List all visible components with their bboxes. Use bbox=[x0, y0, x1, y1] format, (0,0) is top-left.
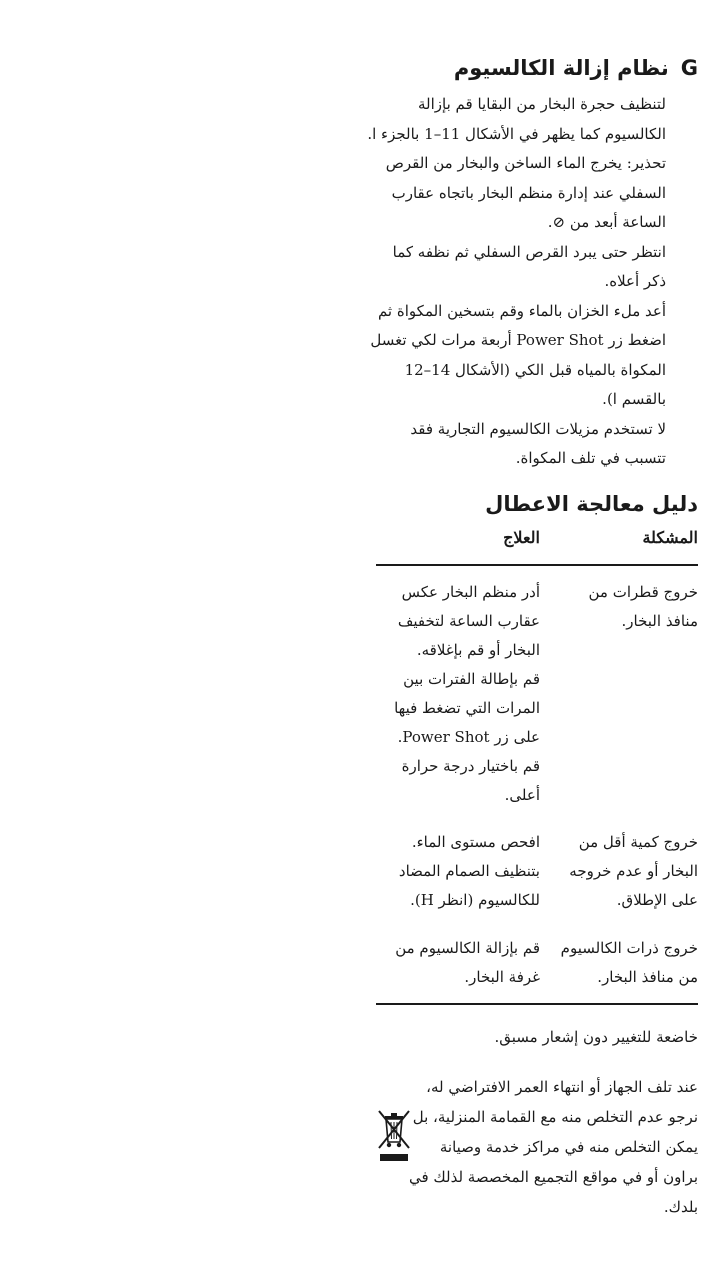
table-top-rule bbox=[376, 564, 698, 566]
problem-cell: خروج ذرات الكالسيوم من منافذ البخار. bbox=[560, 939, 698, 986]
table-bottom-rule bbox=[376, 1003, 698, 1005]
section-g-body bbox=[366, 90, 666, 474]
descaling-instruction: لتنظيف حجرة البخار من البقايا قم بإزالة الكالسيوم كما يظهر في الأشكال 11–1 بالجزء ا. bbox=[367, 95, 666, 143]
problem-cell: خروج قطرات من منافذ البخار. bbox=[588, 583, 698, 630]
remedy-item: قم باختيار درجة حرارة أعلى. bbox=[401, 757, 540, 804]
troubleshooting-title: دليل معالجة الاعطال bbox=[485, 492, 698, 516]
crossed-out-wheelie-bin-icon bbox=[376, 1108, 412, 1164]
problem-cell: خروج كمية أقل من البخار أو عدم خروجه على الإطلاق. bbox=[569, 833, 698, 909]
remedy-item: قم بإطالة الفترات بين المرات التي تضغط فيها على زر Power Shot. bbox=[394, 670, 540, 746]
change-notice: خاضعة للتغيير دون إشعار مسبق. bbox=[494, 1028, 698, 1046]
remedy-item: أدر منظم البخار عكس عقارب الساعة لتخفيف البخار أو قم بإغلاقه. bbox=[397, 583, 540, 659]
commercial-descaler-warning: لا تستخدم مزيلات الكالسيوم التجارية فقد تتسبب في تلف المكواة. bbox=[410, 419, 666, 467]
remedy-cell bbox=[380, 934, 540, 992]
problem-column-header: المشكلة bbox=[642, 528, 698, 547]
cooling-instruction: انتظر حتى يبرد القرص السفلي ثم نظفه كما ذكر أعلاه. bbox=[392, 242, 666, 290]
remedy-item: افحص مستوى الماء. بتنظيف الصمام المضاد للكالسيوم (انظر H). bbox=[398, 833, 540, 909]
section-g-heading bbox=[368, 56, 698, 80]
section-letter: G bbox=[680, 56, 698, 80]
remedy-cell bbox=[380, 828, 540, 915]
remedy-cell bbox=[380, 578, 540, 810]
refill-instruction: أعد ملء الخزان بالماء وقم بتسخين المكواة ثم اضغط زر Power Shot أربعة مرات لكي تغسل المكواة بالمياه قبل الكي (الأشكال 14–12 بالقسم ا). bbox=[370, 301, 666, 408]
remedy-column-header: العلاج bbox=[503, 528, 540, 547]
warning-text: تحذير: يخرج الماء الساخن والبخار من القرص السفلي عند إدارة منظم البخار باتجاه عقارب الساعة أبعد من ⊘. bbox=[385, 154, 666, 231]
section-g-title: نظام إزالة الكالسيوم bbox=[453, 56, 669, 80]
disposal-notice: عند تلف الجهاز أو انتهاء العمر الافتراضي له، نرجو عدم التخلص منه مع القمامة المنزلية، بل يمكن التخلص منه في مراكز خدمة وصيانة براون أو في مواقع التجميع المخصصة لذلك في بلدك. bbox=[408, 1078, 698, 1216]
remedy-item: قم بإزالة الكالسيوم من غرفة البخار. bbox=[395, 939, 540, 986]
